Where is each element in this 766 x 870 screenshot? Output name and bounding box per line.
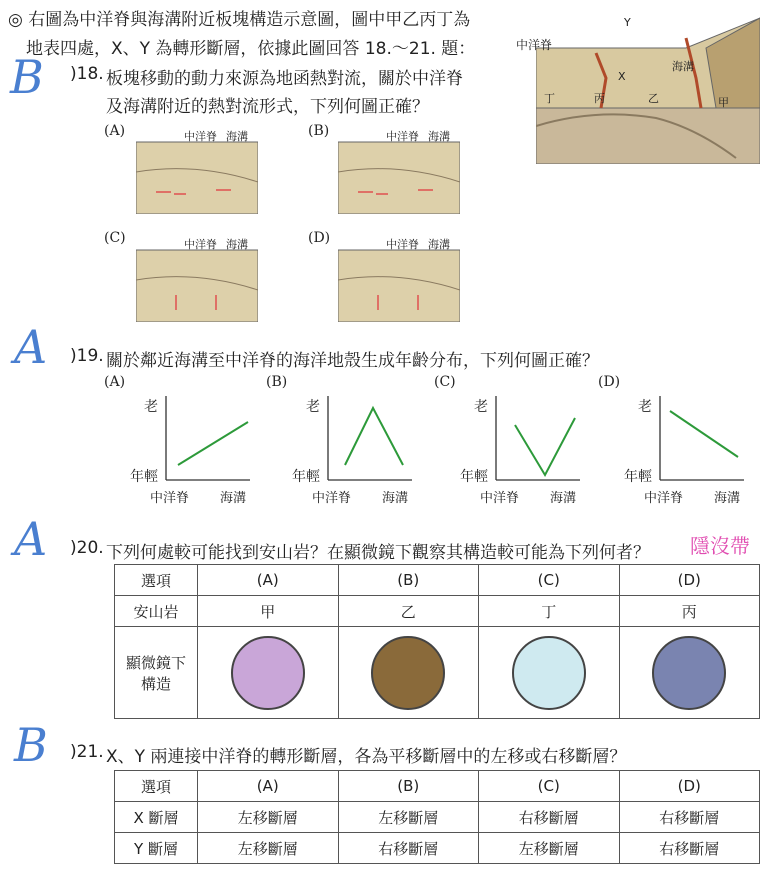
q18-text-1: 板塊移動的動力來源為地函熱對流，關於中洋脊 [106, 69, 463, 89]
intro-text [8, 6, 528, 64]
intro-line-2: 地表四處，X、Y 為轉形斷層，依據此圖回答 18.～21. 題： [26, 39, 476, 59]
microscope-b-icon [371, 636, 445, 710]
q19-option-c-graph: (C) 老 年輕 中洋脊 海溝 [434, 374, 577, 506]
q20-microscope-row: 顯微鏡下 構造 [115, 627, 760, 719]
label-y: Y [624, 16, 631, 29]
q20-header-row: 選項 (A) (B) (C) (D) [115, 565, 760, 596]
block-diagram-svg [536, 8, 760, 164]
microscope-c-icon [512, 636, 586, 710]
q19-option-label: (C) [434, 374, 456, 390]
microscope-a-icon [231, 636, 305, 710]
q19-number: )19. [70, 346, 104, 366]
q19-option-b-graph: (B) 老 年輕 中洋脊 海溝 [266, 374, 409, 506]
q21-text: X、Y 兩連接中洋脊的轉形斷層，各為平移斷層中的左移或右移斷層？ [106, 747, 627, 767]
q19-option-label: (D) [598, 374, 621, 390]
label-trench: 海溝 [672, 60, 694, 73]
label-x: X [618, 70, 626, 83]
q18-option-a-label: (A) [104, 123, 126, 139]
q21-header-row: 選項 (A) (B) (C) (D) [115, 771, 760, 802]
q21-y-row: Y 斷層 左移斷層 右移斷層 左移斷層 右移斷層 [115, 833, 760, 864]
q18-option-a-figure: 中洋脊 海溝 [136, 132, 258, 214]
q19-text: 關於鄰近海溝至中洋脊的海洋地殼生成年齡分布，下列何圖正確？ [106, 351, 599, 371]
label-ding: 丁 [544, 92, 555, 105]
q21-number: )21. [70, 742, 104, 762]
q19-option-d-graph: (D) 老 年輕 中洋脊 海溝 [598, 374, 741, 506]
q18-option-d-label: (D) [308, 230, 331, 246]
q18-option-b-figure: 中洋脊 海溝 [338, 132, 460, 214]
q20-text: 下列何處較可能找到安山岩？在顯微鏡下觀察其構造較可能為下列何者？ [106, 543, 650, 563]
label-ridge: 中洋脊 [516, 38, 553, 52]
q18-option-d-figure: 中洋脊 海溝 [338, 240, 460, 322]
q19-option-label: (A) [104, 374, 126, 390]
q18-option-c-label: (C) [104, 230, 126, 246]
q20-answer: A [14, 512, 48, 566]
q18-option-b-label: (B) [308, 123, 330, 139]
intro-line-1: ◎ 右圖為中洋脊與海溝附近板塊構造示意圖，圖中甲乙丙丁為 [8, 10, 471, 30]
microscope-d-icon [652, 636, 726, 710]
q19-option-a-graph: (A) 老 年輕 中洋脊 海溝 [104, 374, 247, 506]
label-jia: 甲 [718, 96, 729, 109]
q20-number: )20. [70, 538, 104, 558]
q19-answer: A [14, 320, 48, 374]
label-bing: 丙 [594, 92, 605, 105]
q20-andesite-row: 安山岩 甲 乙 丁 丙 [115, 596, 760, 627]
q19-option-label: (B) [266, 374, 288, 390]
q21-answer: B [14, 718, 48, 772]
plate-boundary-block-diagram [516, 8, 760, 164]
q21-x-row: X 斷層 左移斷層 左移斷層 右移斷層 右移斷層 [115, 802, 760, 833]
q20-table [114, 564, 760, 719]
q18-number: )18. [70, 64, 104, 84]
q18-answer: B [10, 50, 44, 104]
q21-table [114, 770, 760, 864]
q20-note: 隱沒帶 [690, 534, 750, 558]
q18-text-2: 及海溝附近的熱對流形式，下列何圖正確？ [106, 97, 429, 117]
q18-option-c-figure: 中洋脊 海溝 [136, 240, 258, 322]
label-yi: 乙 [648, 92, 659, 105]
